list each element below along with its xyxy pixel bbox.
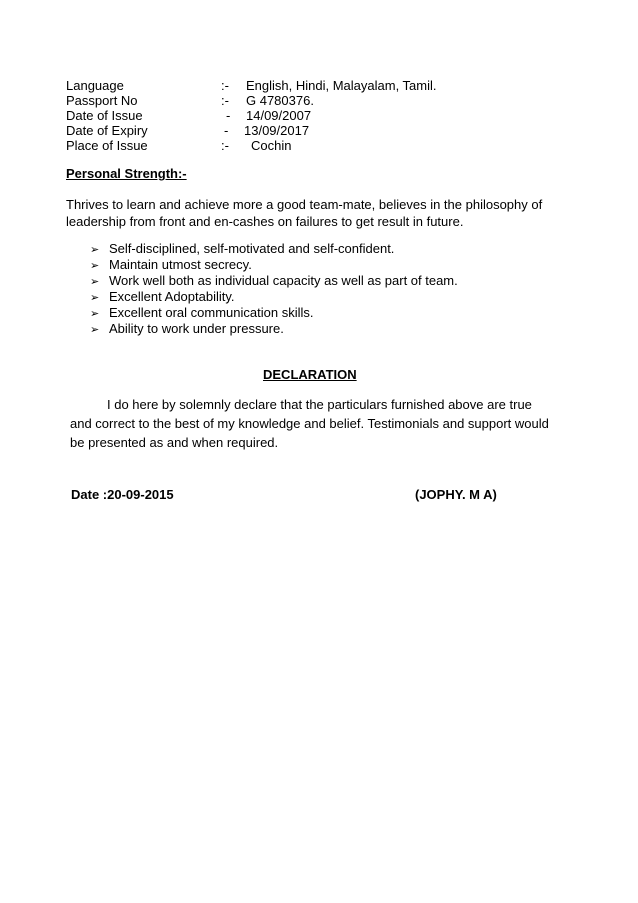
list-item-text: Self-disciplined, self-motivated and self-confident. bbox=[109, 241, 395, 256]
list-item bbox=[90, 241, 458, 257]
list-item bbox=[90, 305, 458, 321]
detail-separator: :- bbox=[221, 78, 229, 93]
detail-label: Language bbox=[66, 78, 124, 93]
detail-label: Place of Issue bbox=[66, 138, 148, 153]
summary-line: Thrives to learn and achieve more a good team-mate, believes in the philosophy of bbox=[66, 197, 543, 212]
declaration-heading: DECLARATION bbox=[263, 367, 357, 382]
arrow-bullet-icon: ➢ bbox=[90, 276, 100, 288]
list-item-text: Ability to work under pressure. bbox=[109, 321, 284, 336]
list-item-text: Excellent Adoptability. bbox=[109, 289, 235, 304]
detail-label: Date of Expiry bbox=[66, 123, 148, 138]
summary-line: leadership from front and en-cashes on failures to get result in future. bbox=[66, 214, 464, 229]
detail-label: Passport No bbox=[66, 93, 138, 108]
list-item bbox=[90, 321, 458, 337]
detail-value: 13/09/2017 bbox=[244, 123, 310, 138]
arrow-bullet-icon: ➢ bbox=[90, 260, 100, 272]
arrow-bullet-icon: ➢ bbox=[90, 324, 100, 336]
signature-name: (JOPHY. M A) bbox=[415, 487, 497, 502]
list-item-text: Work well both as individual capacity as well as part of team. bbox=[109, 273, 458, 288]
personal-strength-summary bbox=[66, 196, 556, 230]
detail-label: Date of Issue bbox=[66, 108, 143, 123]
detail-value: 14/09/2007 bbox=[246, 108, 312, 123]
signature-date: Date :20-09-2015 bbox=[71, 487, 174, 502]
strengths-list bbox=[90, 241, 458, 337]
detail-separator: - bbox=[224, 123, 229, 138]
personal-strength-heading: Personal Strength:- bbox=[66, 166, 187, 181]
detail-separator: :- bbox=[221, 93, 229, 108]
detail-value: English, Hindi, Malayalam, Tamil. bbox=[246, 78, 437, 93]
declaration-line: I do here by solemnly declare that the particulars furnished above are true bbox=[107, 397, 532, 412]
detail-value: Cochin bbox=[251, 138, 292, 153]
list-item bbox=[90, 289, 458, 305]
detail-value: G 4780376. bbox=[246, 93, 314, 108]
list-item bbox=[90, 273, 458, 289]
list-item-text: Excellent oral communication skills. bbox=[109, 305, 314, 320]
arrow-bullet-icon: ➢ bbox=[90, 292, 100, 304]
declaration-text bbox=[70, 395, 560, 452]
list-item bbox=[90, 257, 458, 273]
arrow-bullet-icon: ➢ bbox=[90, 308, 100, 320]
declaration-line: be presented as and when required. bbox=[70, 435, 279, 450]
detail-separator: - bbox=[226, 108, 231, 123]
list-item-text: Maintain utmost secrecy. bbox=[109, 257, 252, 272]
arrow-bullet-icon: ➢ bbox=[90, 244, 100, 256]
detail-separator: :- bbox=[221, 138, 229, 153]
declaration-line: and correct to the best of my knowledge and belief. Testimonials and support would bbox=[70, 416, 549, 431]
